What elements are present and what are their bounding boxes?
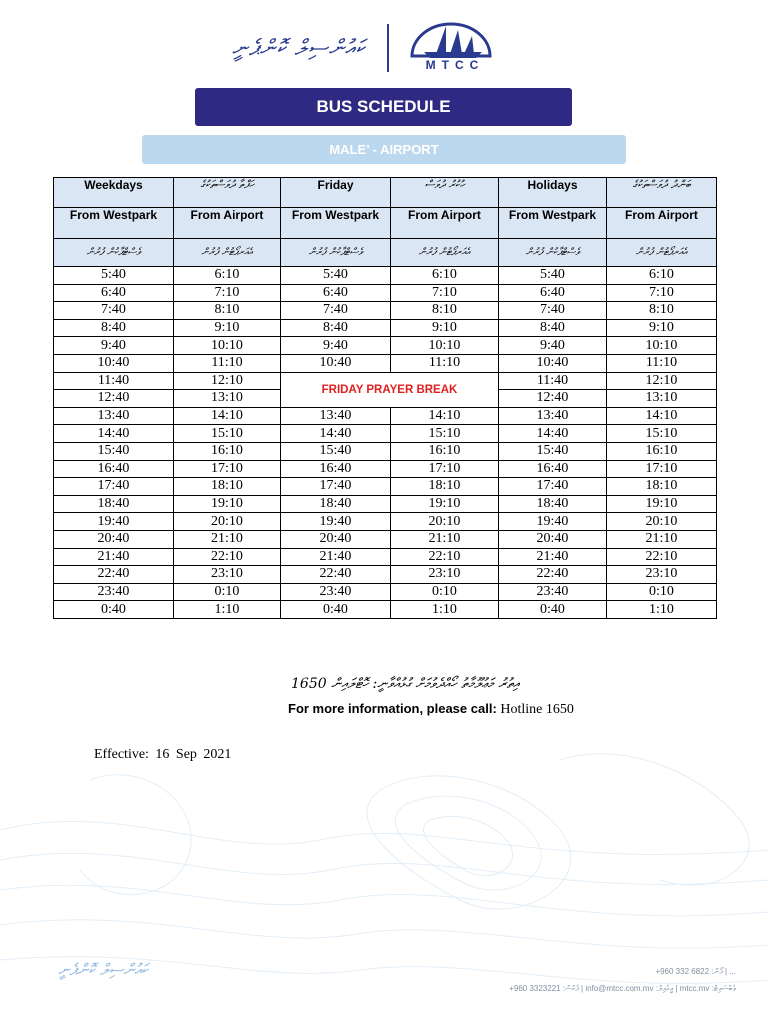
time-cell: 6:10	[607, 267, 717, 285]
time-cell: 11:10	[174, 354, 281, 372]
logo-script: ކައުންސިލް ކޮންޕެނީ	[232, 36, 366, 61]
route-label: MALE’ - AIRPORT	[142, 135, 626, 164]
schedule-row	[54, 425, 717, 443]
time-cell: 17:40	[54, 478, 174, 496]
logo-text: MTCC	[425, 58, 485, 72]
time-cell: 5:40	[54, 267, 174, 285]
group-header-row	[54, 178, 717, 208]
time-cell: 8:40	[54, 319, 174, 337]
time-cell: 12:40	[499, 390, 607, 408]
time-cell: 16:40	[281, 460, 391, 478]
time-cell: 23:40	[281, 583, 391, 601]
dhivehi-direction-header: އެއަރޕޯޓުން ފުރުން	[391, 239, 499, 267]
time-cell: 20:10	[391, 513, 499, 531]
time-cell: 20:10	[607, 513, 717, 531]
dhivehi-direction-header: އެއަރޕޯޓުން ފުރުން	[174, 239, 281, 267]
schedule-row	[54, 354, 717, 372]
schedule-body	[54, 267, 717, 619]
time-cell: 6:10	[174, 267, 281, 285]
time-cell: 21:40	[281, 548, 391, 566]
time-cell: 20:40	[281, 530, 391, 548]
schedule-row	[54, 337, 717, 355]
time-cell: 6:40	[54, 284, 174, 302]
time-cell: 6:40	[499, 284, 607, 302]
page-title: BUS SCHEDULE	[195, 88, 572, 126]
time-cell: 8:10	[607, 302, 717, 320]
footer-contact	[509, 963, 736, 997]
time-cell: 9:10	[391, 319, 499, 337]
direction-header: From Westpark	[281, 208, 391, 239]
time-cell: 5:40	[281, 267, 391, 285]
time-cell: 12:10	[607, 372, 717, 390]
time-cell: 16:10	[174, 442, 281, 460]
time-cell: 15:10	[391, 425, 499, 443]
time-cell: 0:40	[54, 601, 174, 619]
time-cell: 11:10	[391, 354, 499, 372]
time-cell: 8:10	[391, 302, 499, 320]
time-cell: 8:10	[174, 302, 281, 320]
dhivehi-direction-header: ވެސްޓްޕާކުން ފުރުން	[281, 239, 391, 267]
time-cell: 13:10	[607, 390, 717, 408]
schedule-table	[53, 177, 717, 619]
time-cell: 21:10	[391, 530, 499, 548]
time-cell: 1:10	[607, 601, 717, 619]
time-cell: 16:40	[499, 460, 607, 478]
time-cell: 14:40	[499, 425, 607, 443]
time-cell: 6:40	[281, 284, 391, 302]
time-cell: 10:10	[607, 337, 717, 355]
time-cell: 1:10	[174, 601, 281, 619]
time-cell: 13:40	[281, 407, 391, 425]
friday-prayer-break: FRIDAY PRAYER BREAK	[281, 372, 499, 407]
schedule-row	[54, 460, 717, 478]
time-cell: 0:40	[499, 601, 607, 619]
schedule-row	[54, 267, 717, 285]
time-cell: 7:10	[174, 284, 281, 302]
time-cell: 20:10	[174, 513, 281, 531]
time-cell: 7:40	[281, 302, 391, 320]
time-cell: 16:10	[391, 442, 499, 460]
time-cell: 15:10	[607, 425, 717, 443]
time-cell: 21:10	[607, 530, 717, 548]
time-cell: 8:40	[499, 319, 607, 337]
time-cell: 9:40	[281, 337, 391, 355]
dhivehi-header-row	[54, 239, 717, 267]
direction-header: From Westpark	[499, 208, 607, 239]
schedule-row	[54, 601, 717, 619]
info-label: For more information, please call:	[288, 701, 497, 716]
time-cell: 6:10	[391, 267, 499, 285]
schedule-row	[54, 530, 717, 548]
dhivehi-direction-header: ވެސްޓްޕާކުން ފުރުން	[499, 239, 607, 267]
time-cell: 7:40	[499, 302, 607, 320]
time-cell: 0:10	[174, 583, 281, 601]
time-cell: 14:10	[607, 407, 717, 425]
info-line	[288, 701, 574, 718]
schedule-row	[54, 478, 717, 496]
time-cell: 23:10	[607, 566, 717, 584]
schedule-row	[54, 548, 717, 566]
time-cell: 17:10	[607, 460, 717, 478]
time-cell: 0:10	[391, 583, 499, 601]
time-cell: 23:40	[54, 583, 174, 601]
time-cell: 14:10	[174, 407, 281, 425]
time-cell: 10:40	[281, 354, 391, 372]
time-cell: 23:40	[499, 583, 607, 601]
time-cell: 5:40	[499, 267, 607, 285]
schedule-row	[54, 284, 717, 302]
friday-header: Friday	[281, 178, 391, 208]
direction-header: From Airport	[391, 208, 499, 239]
time-cell: 12:10	[174, 372, 281, 390]
time-cell: 8:40	[281, 319, 391, 337]
time-cell: 9:40	[54, 337, 174, 355]
schedule-row	[54, 372, 717, 390]
time-cell: 9:10	[174, 319, 281, 337]
time-cell: 14:10	[391, 407, 499, 425]
time-cell: 9:40	[499, 337, 607, 355]
time-cell: 11:10	[607, 354, 717, 372]
time-cell: 11:40	[499, 372, 607, 390]
direction-header: From Airport	[174, 208, 281, 239]
time-cell: 22:40	[499, 566, 607, 584]
direction-header-row	[54, 208, 717, 239]
time-cell: 17:40	[281, 478, 391, 496]
time-cell: 10:40	[54, 354, 174, 372]
time-cell: 18:10	[391, 478, 499, 496]
direction-header: From Westpark	[54, 208, 174, 239]
time-cell: 10:10	[391, 337, 499, 355]
holidays-header-dhivehi: ބަންދު ދުވަސްތަކުގެ	[607, 178, 717, 208]
time-cell: 22:10	[391, 548, 499, 566]
time-cell: 12:40	[54, 390, 174, 408]
time-cell: 20:40	[54, 530, 174, 548]
time-cell: 15:40	[499, 442, 607, 460]
dhivehi-direction-header: އެއަރޕޯޓުން ފުރުން	[607, 239, 717, 267]
dhivehi-direction-header: ވެސްޓްޕާކުން ފުރުން	[54, 239, 174, 267]
footer-contact-line: +960 3323221 :ފެކްސް | info@mtcc.com.mv :އީމެއިލް | mtcc.mv :ވެބްސައިޓް	[509, 984, 736, 993]
time-cell: 23:10	[391, 566, 499, 584]
schedule-row	[54, 407, 717, 425]
time-cell: 10:10	[174, 337, 281, 355]
time-cell: 19:40	[54, 513, 174, 531]
time-cell: 19:10	[391, 495, 499, 513]
time-cell: 22:10	[174, 548, 281, 566]
schedule-row	[54, 302, 717, 320]
time-cell: 22:40	[54, 566, 174, 584]
logo-divider	[387, 24, 389, 72]
time-cell: 18:10	[607, 478, 717, 496]
time-cell: 19:40	[499, 513, 607, 531]
time-cell: 17:10	[391, 460, 499, 478]
time-cell: 16:40	[54, 460, 174, 478]
time-cell: 19:10	[174, 495, 281, 513]
time-cell: 16:10	[607, 442, 717, 460]
time-cell: 20:40	[499, 530, 607, 548]
time-cell: 9:10	[607, 319, 717, 337]
time-cell: 14:40	[281, 425, 391, 443]
weekdays-header-dhivehi: ހަފްތާ ދުވަސްތަކުގެ	[174, 178, 281, 208]
time-cell: 19:40	[281, 513, 391, 531]
time-cell: 19:10	[607, 495, 717, 513]
time-cell: 22:40	[281, 566, 391, 584]
time-cell: 21:40	[499, 548, 607, 566]
time-cell: 7:10	[391, 284, 499, 302]
time-cell: 18:10	[174, 478, 281, 496]
footer-contact-line: +960 332 6822 :ފޯން | ...	[655, 967, 736, 976]
time-cell: 14:40	[54, 425, 174, 443]
footer-logo-script: ކައުންސިލް ކޮންޕެނީ	[58, 960, 148, 979]
time-cell: 18:40	[499, 495, 607, 513]
time-cell: 21:40	[54, 548, 174, 566]
time-cell: 22:10	[607, 548, 717, 566]
time-cell: 21:10	[174, 530, 281, 548]
weekdays-header: Weekdays	[54, 178, 174, 208]
time-cell: 15:40	[281, 442, 391, 460]
time-cell: 17:10	[174, 460, 281, 478]
effective-date: Effective: 16 Sep 2021	[94, 747, 232, 762]
time-cell: 7:10	[607, 284, 717, 302]
holidays-header: Holidays	[499, 178, 607, 208]
time-cell: 13:40	[499, 407, 607, 425]
schedule-row	[54, 566, 717, 584]
time-cell: 17:40	[499, 478, 607, 496]
schedule-row	[54, 319, 717, 337]
time-cell: 1:10	[391, 601, 499, 619]
time-cell: 15:40	[54, 442, 174, 460]
info-dhivehi: އިތުރު މަޢުލޫމާތު ހޯއްދެވުމަށް ގުޅުއްވާނީ: ހޮޓްލައިން 1650	[291, 676, 520, 692]
direction-header: From Airport	[607, 208, 717, 239]
friday-header-dhivehi: ހުކުރު ދުވަސް	[391, 178, 499, 208]
time-cell: 18:40	[281, 495, 391, 513]
time-cell: 7:40	[54, 302, 174, 320]
time-cell: 11:40	[54, 372, 174, 390]
schedule-row	[54, 583, 717, 601]
time-cell: 15:10	[174, 425, 281, 443]
schedule-row	[54, 442, 717, 460]
time-cell: 13:40	[54, 407, 174, 425]
time-cell: 23:10	[174, 566, 281, 584]
time-cell: 10:40	[499, 354, 607, 372]
hotline-number: Hotline 1650	[500, 702, 574, 717]
time-cell: 18:40	[54, 495, 174, 513]
time-cell: 0:10	[607, 583, 717, 601]
time-cell: 13:10	[174, 390, 281, 408]
schedule-row	[54, 513, 717, 531]
time-cell: 0:40	[281, 601, 391, 619]
schedule-row	[54, 495, 717, 513]
